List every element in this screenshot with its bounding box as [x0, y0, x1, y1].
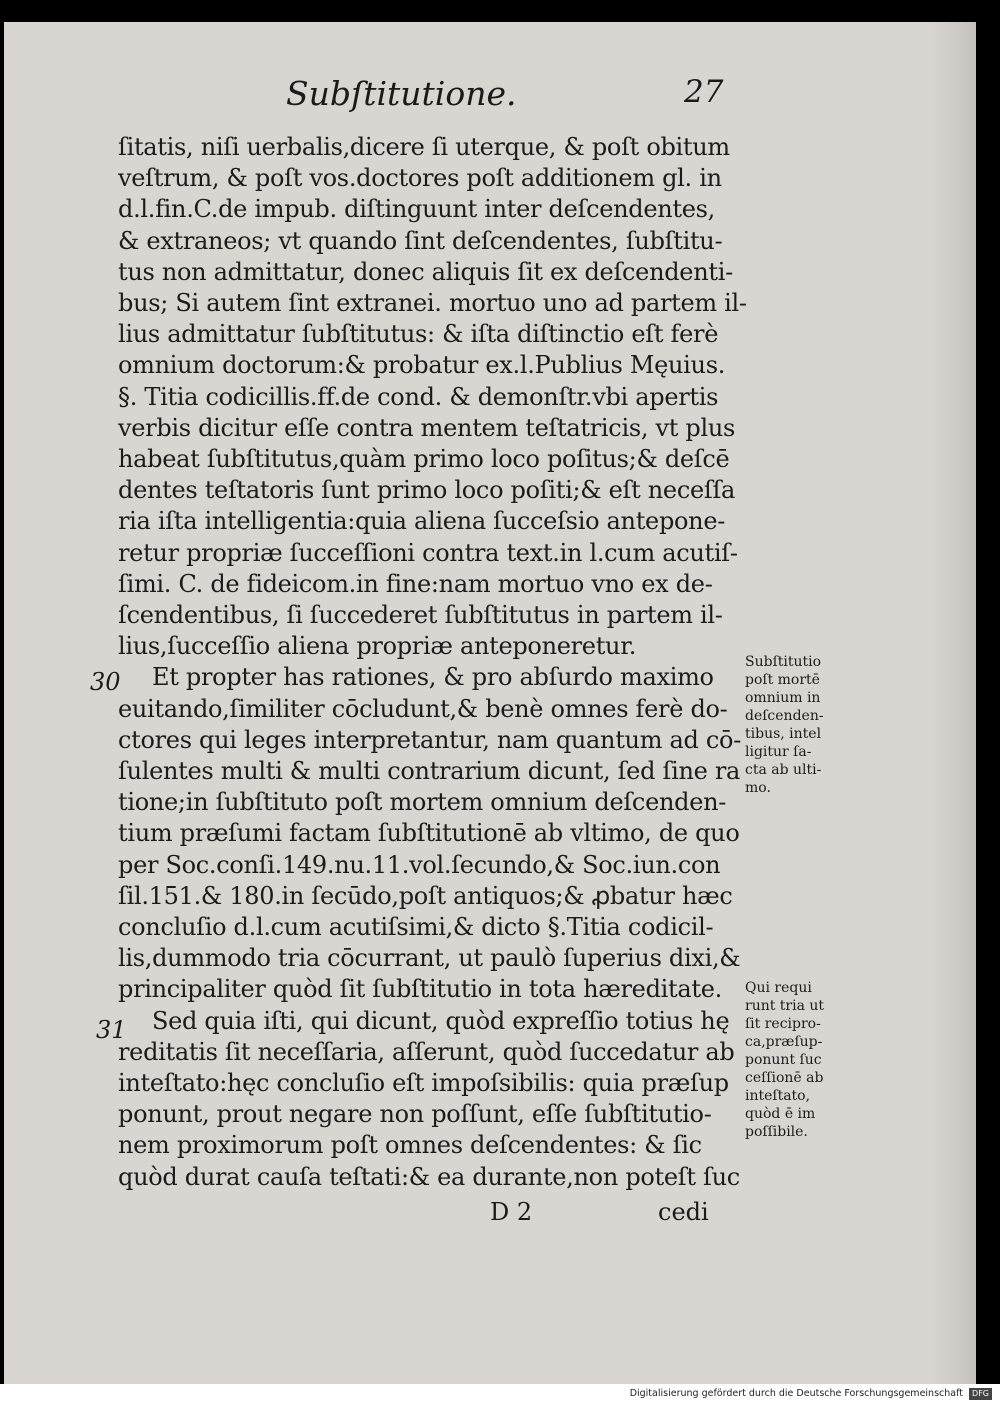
text-line: per Soc.conſi.149.nu.11.vol.ſecundo,& Soc.iun.con — [118, 850, 721, 879]
text-line: reditatis ſit neceſſaria, aſſerunt, quòd ſuccedatur ab — [118, 1037, 735, 1066]
text-line: habeat ſubſtitutus,quàm primo loco poſitus;& deſcē — [118, 445, 730, 473]
text-line: ponunt, prout negare non poſſunt, eſſe ſubſtitutio- — [118, 1100, 712, 1129]
margin-note-line: mo. — [745, 780, 771, 796]
margin-note-line: runt tria ut — [745, 998, 825, 1014]
text-line: ſcendentibus, ſi ſuccederet ſubſtitutus in partem il- — [118, 601, 723, 629]
paragraph-number-31: 31 — [96, 1016, 127, 1044]
text-line: lius,ſucceſſio aliena propriæ anteponeretur. — [118, 632, 637, 661]
text-line: ſil.151.& 180.in ſecūdo,poſt antiquos;& ꝓbatur hæc — [118, 881, 733, 910]
margin-note-line: cta ab ulti- — [745, 762, 822, 778]
text-line: ſulentes multi & multi contrarium dicunt, ſed ſine ra — [118, 757, 741, 785]
text-line: ria iſta intelligentia:quia aliena ſucceſsio antepone- — [118, 507, 726, 536]
text-line: omnium doctorum:& probatur ex.l.Publius Męuius. — [118, 351, 726, 380]
margin-note-line: poſſibile. — [745, 1124, 808, 1140]
text-line: d.l.fin.C.de impub. diſtinguunt inter deſcendentes, — [118, 195, 716, 224]
margin-note-line: ceſſionē ab — [745, 1070, 824, 1086]
text-line: §. Titia codicillis.ff.de cond. & demonſtr.vbi apertis — [118, 382, 719, 411]
margin-note-line: Subſtitutio — [745, 654, 822, 670]
catchword: cedi — [658, 1198, 709, 1226]
margin-note-line: tibus, intel — [745, 726, 822, 742]
text-line: bus; Si autem ſint extranei. mortuo uno ad partem il- — [118, 289, 747, 317]
margin-note-line: Qui requi — [745, 980, 812, 996]
margin-note-line: deſcenden- — [745, 708, 824, 724]
text-line: tium præſumi factam ſubſtitutionē ab vltimo, de quo — [118, 819, 740, 848]
text-line: concluſio d.l.cum acutiſsimi,& dicto §.Titia codicil- — [118, 913, 714, 941]
margin-note-line: ſit recipro- — [745, 1016, 821, 1032]
margin-note-line: poſt mortē — [745, 672, 820, 688]
text-line: Et propter has rationes, & pro abſurdo maximo — [152, 663, 714, 692]
margin-note-line: inteſtato, — [745, 1088, 811, 1104]
text-line: quòd durat cauſa teſtati:& ea durante,non poteſt ſuc — [118, 1162, 740, 1191]
text-line: Sed quia iſti, qui dicunt, quòd expreſſio totius hę — [152, 1006, 730, 1035]
signature-mark: D 2 — [490, 1198, 533, 1226]
text-line: retur propriæ ſucceſſioni contra text.in l.cum acutiſ- — [118, 538, 738, 567]
text-line: tione;in ſubſtituto poſt mortem omnium deſcenden- — [118, 788, 727, 817]
running-head-title: Subſtitutione. — [286, 74, 517, 113]
margin-note-line: quòd ē im — [745, 1106, 816, 1122]
text-line: nem proximorum poſt omnes deſcendentes: & ſic — [118, 1131, 702, 1160]
text-line: euitando,ſimiliter cōcludunt,& benè omnes ferè do- — [118, 694, 728, 723]
text-line: & extraneos; vt quando ſint deſcendentes, ſubſtitu- — [118, 226, 723, 255]
text-line: inteſtato:hęc concluſio eſt impoſsibilis: quia præſup — [118, 1069, 729, 1097]
text-line: ctores qui leges interpretantur, nam quantum ad cō- — [118, 725, 741, 754]
text-line: principaliter quòd ſit ſubſtitutio in tota hæreditate. — [118, 975, 722, 1004]
dfg-funding-notice — [0, 1384, 1000, 1404]
text-line: dentes teſtatoris ſunt primo loco poſiti;& eſt neceſſa — [118, 476, 736, 505]
text-line: lis,dummodo tria cōcurrant, ut paulò ſuperius dixi,& — [118, 944, 741, 973]
text-line: lius admittatur ſubſtitutus: & iſta diſtinctio eſt ferè — [118, 320, 719, 349]
margin-note-line: ca,præſup- — [745, 1034, 823, 1050]
text-line: veſtrum, & poſt vos.doctores poſt additionem gl. in — [118, 164, 722, 193]
text-line: verbis dicitur eſſe contra mentem teſtatricis, vt plus — [118, 413, 736, 442]
margin-note-line: ligitur ſa- — [745, 744, 812, 760]
dfg-logo: DFG — [969, 1388, 992, 1400]
book-page — [4, 22, 976, 1384]
text-line: ſimi. C. de fideicom.in fine:nam mortuo vno ex de- — [118, 569, 713, 598]
page-number: 27 — [684, 74, 724, 110]
text-line: tus non admittatur, donec aliquis ſit ex deſcendenti- — [118, 257, 733, 286]
dfg-notice-text: Digitalisierung gefördert durch die Deutsche Forschungsgemeinschaft — [629, 1388, 963, 1399]
text-line: ſitatis, niſi uerbalis,dicere ſi uterque, & poſt obitum — [118, 133, 730, 161]
margin-note-line: omnium in — [745, 690, 821, 706]
margin-note-line: ponunt ſuc — [745, 1052, 822, 1068]
paragraph-number-30: 30 — [90, 668, 121, 696]
